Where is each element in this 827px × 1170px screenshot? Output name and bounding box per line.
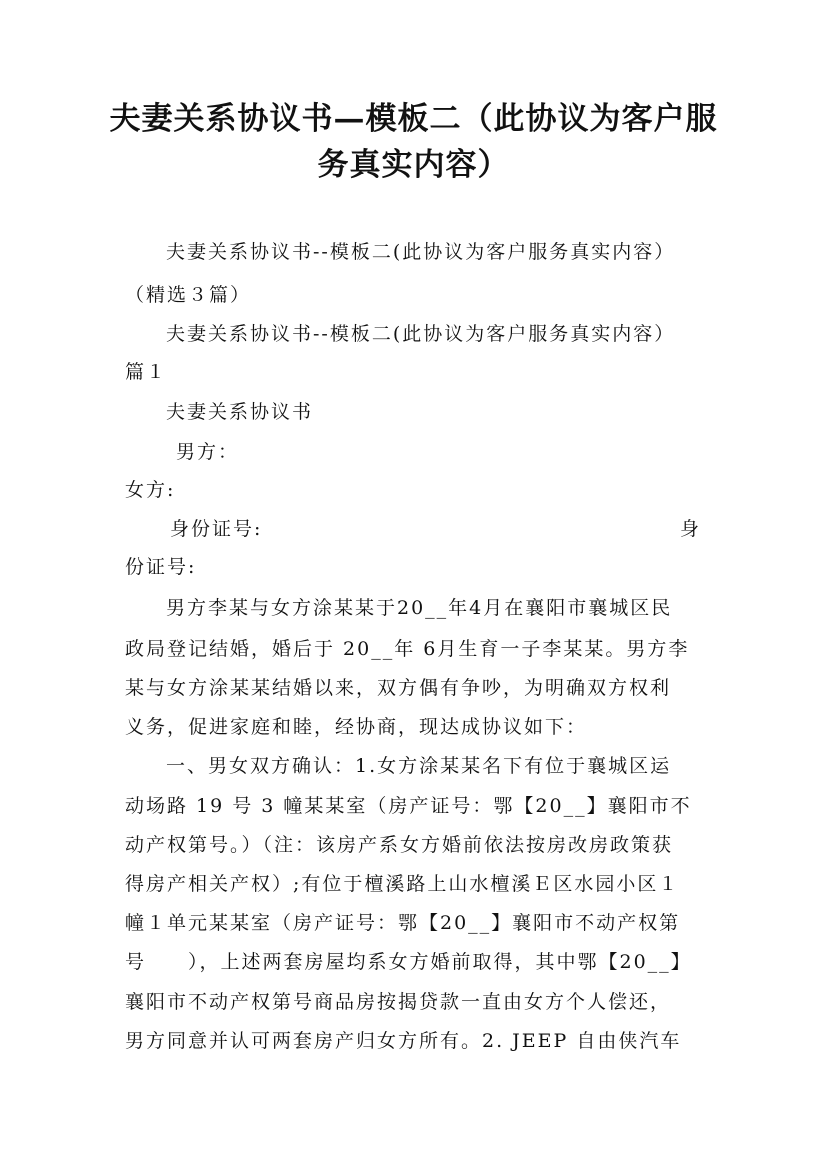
id-number-label-2-end: 份证号: bbox=[125, 556, 197, 578]
intro-heading-line-1: 夫妻关系协议书--模板二(此协议为客户服务真实内容） bbox=[166, 241, 676, 263]
document-title bbox=[100, 96, 727, 188]
body-line: 得房产相关产权）;有位于檀溪路上山水檀溪Ｅ区水园小区１ bbox=[125, 873, 680, 895]
body-line: 动产权第号。）（注：该房产系女方婚前依法按房改房政策获 bbox=[125, 834, 674, 856]
section-heading-line-2: 篇１ bbox=[125, 361, 168, 383]
intro-heading-line-2: （精选３篇） bbox=[125, 284, 252, 306]
body-line: 男方同意并认可两套房产归女方所有。2. JEEP 自由侠汽车 bbox=[125, 1030, 682, 1052]
male-party-label: 男方： bbox=[176, 441, 240, 463]
id-number-label-2-start: 身 bbox=[680, 518, 702, 540]
body-line: 一、男女双方确认：1.女方涂某某名下有位于襄城区运 bbox=[166, 755, 672, 777]
body-line: 襄阳市不动产权第号商品房按揭贷款一直由女方个人偿还， bbox=[125, 991, 672, 1013]
body-line: 政局登记结婚，婚后于 20__年 6月生育一子李某某。男方李 bbox=[125, 638, 690, 660]
title-line-1: 夫妻关系协议书—模板二（此协议为客户服 bbox=[109, 101, 718, 137]
body-line: 动场路 19 号 3 幢某某室（房产证号：鄂【20__】襄阳市不 bbox=[125, 795, 692, 817]
body-line: 义务，促进家庭和睦，经协商，现达成协议如下： bbox=[125, 716, 588, 738]
section-heading-line-1: 夫妻关系协议书--模板二(此协议为客户服务真实内容） bbox=[166, 323, 676, 345]
body-line: 男方李某与女方涂某某于20__年4月在襄阳市襄城区民 bbox=[166, 597, 673, 619]
title-line-2: 务真实内容） bbox=[317, 147, 510, 183]
agreement-subtitle: 夫妻关系协议书 bbox=[166, 401, 314, 423]
body-line: 号 ），上述两套房屋均系女方婚前取得，其中鄂【20__】 bbox=[125, 951, 692, 973]
body-line: 幢１单元某某室（房产证号：鄂【20__】襄阳市不动产权第 bbox=[125, 912, 681, 934]
id-number-label-1: 身份证号: bbox=[170, 518, 263, 540]
female-party-label: 女方: bbox=[125, 479, 176, 501]
body-line: 某与女方涂某某结婚以来，双方偶有争吵，为明确双方权利 bbox=[125, 677, 672, 699]
